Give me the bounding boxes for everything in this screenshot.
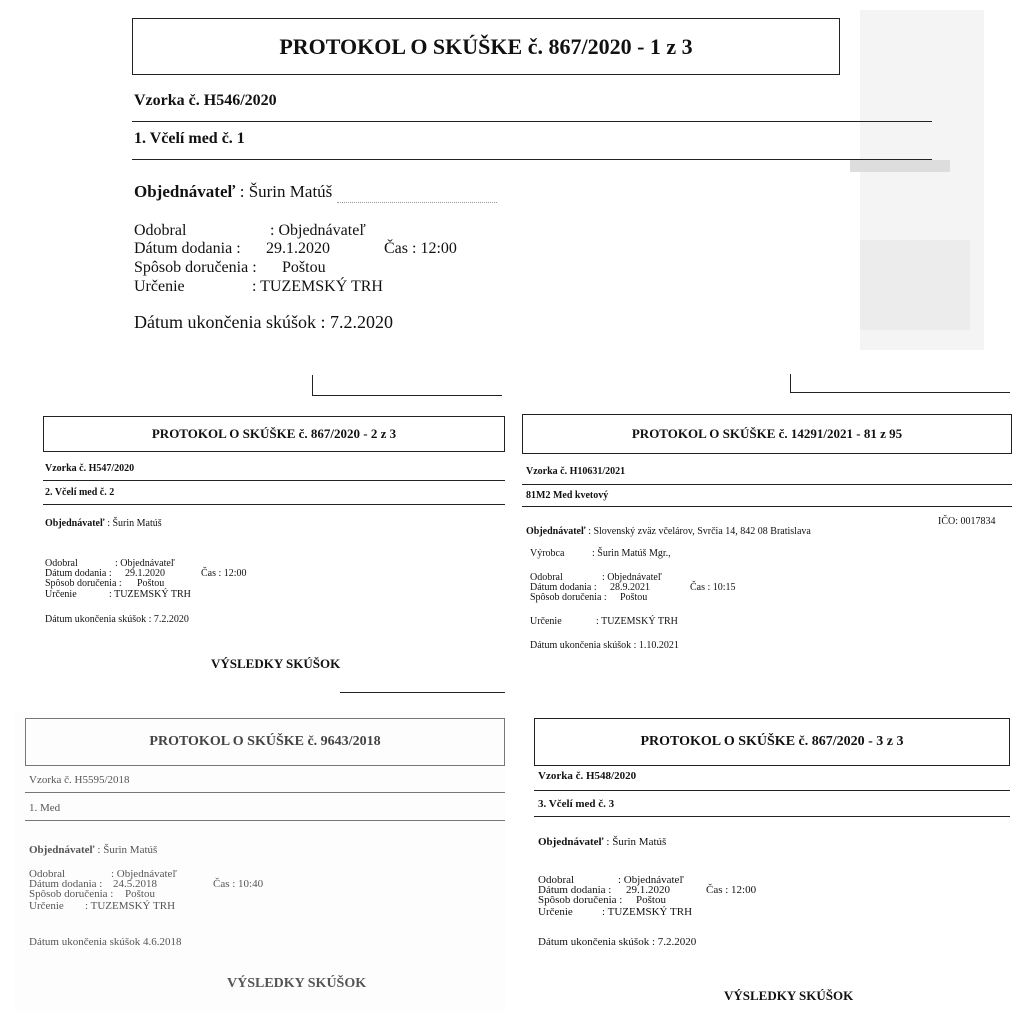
delivery-date-value: 24.5.2018 bbox=[113, 878, 157, 890]
divider bbox=[522, 506, 1012, 507]
protocol-title: PROTOKOL O SKÚŠKE č. 867/2020 - 3 z 3 bbox=[534, 718, 1010, 766]
received-by-value: : Objednávateľ bbox=[618, 874, 684, 886]
orderer-value: : Šurin Matúš bbox=[107, 518, 162, 529]
delivery-date-label: Dátum dodania : bbox=[29, 878, 103, 890]
delivery-date-label: Dátum dodania : bbox=[134, 240, 241, 257]
delivery-method-value: Poštou bbox=[282, 259, 326, 276]
divider bbox=[522, 484, 1012, 485]
end-date: Dátum ukončenia skúšok : 7.2.2020 bbox=[134, 312, 393, 332]
ico-value: IČO: 0017834 bbox=[938, 516, 996, 527]
purpose-label: Určenie bbox=[45, 589, 77, 600]
background-ghost-text bbox=[860, 240, 970, 330]
item-name: 1. Včelí med č. 1 bbox=[134, 130, 245, 147]
delivery-date-label: Dátum dodania : bbox=[538, 884, 612, 896]
sample-number: Vzorka č. H547/2020 bbox=[45, 463, 135, 474]
purpose-value: : TUZEMSKÝ TRH bbox=[252, 278, 383, 295]
item-name: 3. Včelí med č. 3 bbox=[538, 798, 615, 810]
purpose-label: Určenie bbox=[538, 906, 573, 918]
time-value: Čas : 10:15 bbox=[690, 582, 736, 593]
sample-number: Vzorka č. H10631/2021 bbox=[526, 466, 626, 477]
sample-number: Vzorka č. H546/2020 bbox=[134, 92, 277, 109]
protocol-title: PROTOKOL O SKÚŠKE č. 9643/2018 bbox=[25, 718, 505, 766]
received-by-label: Odobral bbox=[538, 874, 575, 886]
end-date: Dátum ukončenia skúšok : 1.10.2021 bbox=[530, 640, 679, 651]
purpose-value: : TUZEMSKÝ TRH bbox=[85, 900, 176, 912]
received-by-label: Odobral bbox=[29, 868, 66, 880]
end-date: Dátum ukončenia skúšok 4.6.2018 bbox=[29, 936, 182, 948]
orderer-row bbox=[29, 844, 157, 856]
item-name: 81M2 Med kvetový bbox=[526, 490, 609, 501]
purpose-label: Určenie bbox=[530, 616, 562, 627]
divider bbox=[132, 159, 932, 160]
orderer-label: Objednávateľ bbox=[538, 836, 604, 848]
orderer-label: Objednávateľ bbox=[29, 844, 95, 856]
bracket-line bbox=[312, 375, 313, 395]
sample-number: Vzorka č. H548/2020 bbox=[538, 770, 637, 782]
protocol-doc-2 bbox=[15, 400, 505, 700]
protocol-title: PROTOKOL O SKÚŠKE č. 14291/2021 - 81 z 95 bbox=[522, 414, 1012, 454]
background-ghost-text bbox=[850, 160, 950, 172]
orderer-value: : Šurin Matúš bbox=[606, 836, 667, 848]
received-by-value: : Objednávateľ bbox=[111, 868, 177, 880]
delivery-method-label: Spôsob doručenia : bbox=[45, 578, 122, 589]
delivery-date-value: 28.9.2021 bbox=[610, 582, 650, 593]
divider bbox=[25, 820, 505, 821]
protocol-title: PROTOKOL O SKÚŠKE č. 867/2020 - 1 z 3 bbox=[132, 18, 840, 75]
delivery-method-label: Spôsob doručenia : bbox=[538, 894, 623, 906]
received-by-value: : Objednávateľ bbox=[602, 572, 662, 583]
received-by-label: Odobral bbox=[530, 572, 563, 583]
item-name: 1. Med bbox=[29, 802, 61, 814]
producer-value: : Šurin Matúš Mgr., bbox=[592, 548, 671, 559]
delivery-date-label: Dátum dodania : bbox=[530, 582, 597, 593]
purpose-value: : TUZEMSKÝ TRH bbox=[596, 616, 678, 627]
orderer-label: Objednávateľ bbox=[134, 182, 236, 201]
producer-label: Výrobca bbox=[530, 548, 565, 559]
delivery-date-value: 29.1.2020 bbox=[266, 240, 330, 257]
delivery-method-label: Spôsob doručenia : bbox=[29, 888, 114, 900]
results-heading: VÝSLEDKY SKÚŠOK bbox=[724, 988, 854, 1003]
delivery-date-label: Dátum dodania : bbox=[45, 568, 112, 579]
time-value: Čas : 12:00 bbox=[201, 568, 247, 579]
delivery-method-value: Poštou bbox=[620, 592, 648, 603]
delivery-method-value: Poštou bbox=[636, 894, 666, 906]
orderer-label: Objednávateľ bbox=[526, 526, 586, 537]
orderer-row bbox=[538, 836, 666, 848]
time-value: Čas : 12:00 bbox=[384, 240, 457, 257]
divider bbox=[534, 790, 1010, 791]
item-name: 2. Včelí med č. 2 bbox=[45, 487, 115, 498]
divider bbox=[340, 692, 505, 693]
delivery-method-value: Poštou bbox=[125, 888, 155, 900]
protocol-doc-4 bbox=[15, 712, 505, 1012]
divider bbox=[43, 504, 505, 505]
purpose-label: Určenie bbox=[134, 278, 185, 295]
end-date: Dátum ukončenia skúšok : 7.2.2020 bbox=[538, 936, 697, 948]
orderer-row bbox=[134, 182, 497, 203]
orderer-value: : Šurin Matúš bbox=[239, 182, 333, 201]
received-by-value: : Objednávateľ bbox=[115, 558, 175, 569]
divider bbox=[25, 792, 505, 793]
received-by-label: Odobral bbox=[45, 558, 78, 569]
protocol-doc-5 bbox=[520, 712, 1010, 1012]
orderer-value: : Slovenský zväz včelárov, Svrčia 14, 842 08 Bratislava bbox=[588, 526, 811, 537]
delivery-method-label: Spôsob doručenia : bbox=[134, 259, 257, 276]
results-heading: VÝSLEDKY SKÚŠOK bbox=[211, 656, 341, 671]
delivery-method-label: Spôsob doručenia : bbox=[530, 592, 607, 603]
time-value: Čas : 10:40 bbox=[213, 878, 264, 890]
delivery-date-value: 29.1.2020 bbox=[626, 884, 670, 896]
orderer-row bbox=[526, 526, 811, 537]
purpose-value: : TUZEMSKÝ TRH bbox=[109, 589, 191, 600]
delivery-method-value: Poštou bbox=[137, 578, 165, 589]
divider bbox=[43, 480, 505, 481]
bracket-line bbox=[790, 374, 791, 392]
delivery-date-value: 29.1.2020 bbox=[125, 568, 165, 579]
purpose-value: : TUZEMSKÝ TRH bbox=[602, 906, 693, 918]
divider bbox=[132, 121, 932, 122]
received-by-label: Odobral bbox=[134, 222, 187, 239]
purpose-label: Určenie bbox=[29, 900, 64, 912]
results-heading: VÝSLEDKY SKÚŠOK bbox=[227, 976, 367, 991]
protocol-doc-3 bbox=[512, 396, 1012, 696]
orderer-row bbox=[45, 518, 162, 529]
orderer-label: Objednávateľ bbox=[45, 518, 105, 529]
end-date: Dátum ukončenia skúšok : 7.2.2020 bbox=[45, 614, 189, 625]
received-by-value: : Objednávateľ bbox=[270, 222, 366, 239]
sample-number: Vzorka č. H5595/2018 bbox=[29, 774, 130, 786]
redacted-text bbox=[337, 182, 497, 203]
protocol-doc-1 bbox=[20, 0, 984, 372]
protocol-title: PROTOKOL O SKÚŠKE č. 867/2020 - 2 z 3 bbox=[43, 416, 505, 452]
bracket-line bbox=[790, 392, 1010, 393]
orderer-value: : Šurin Matúš bbox=[97, 844, 158, 856]
time-value: Čas : 12:00 bbox=[706, 884, 757, 896]
divider bbox=[534, 816, 1010, 817]
bracket-line bbox=[312, 395, 502, 396]
